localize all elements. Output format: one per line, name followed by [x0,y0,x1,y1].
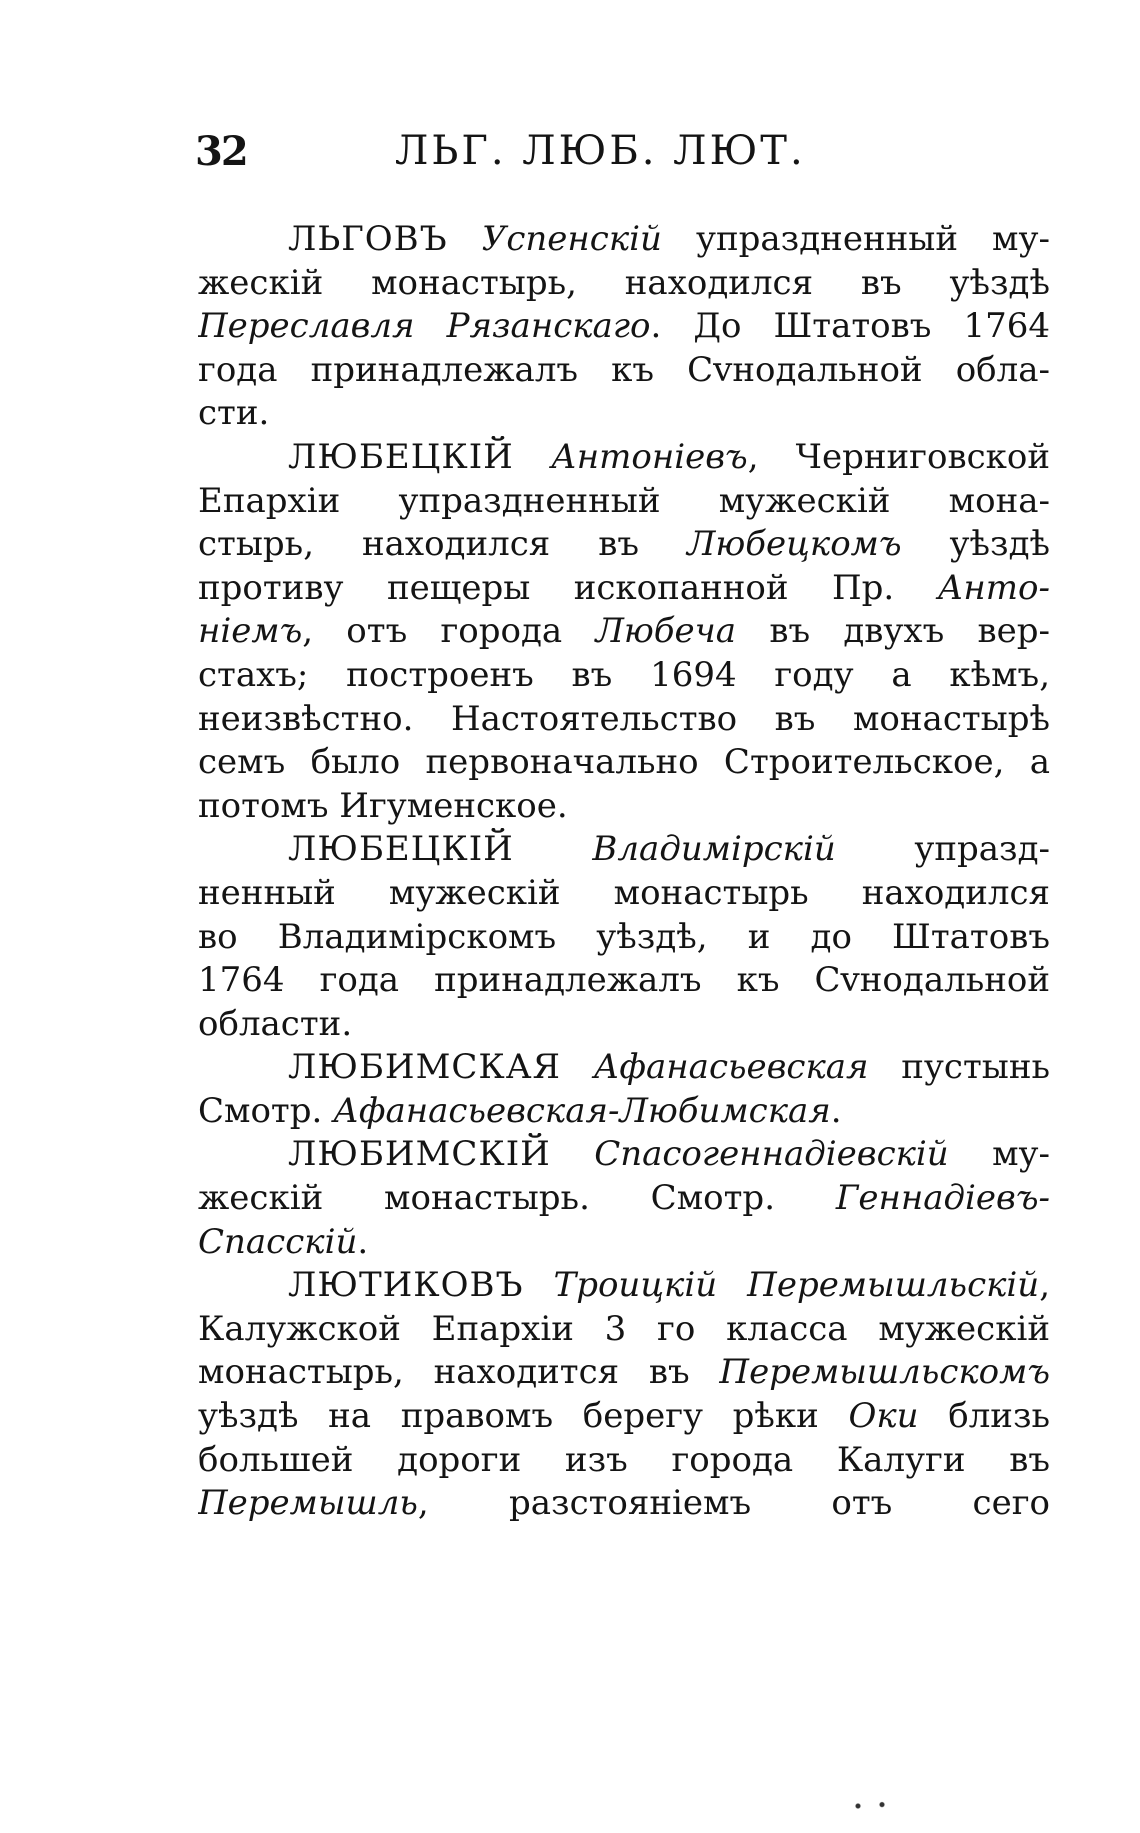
dictionary-entry [198,1264,1050,1526]
text-line: противу пещеры ископанной Пр. Анто- [198,567,1050,608]
text-line: уѣздѣ на правомъ берегу рѣки Оки близь [198,1396,1050,1437]
dictionary-entry [198,436,1050,828]
cross-reference: Афанасьевская-Любимская [333,1090,831,1131]
text-line: стырь, находился въ Любецкомъ уѣздѣ [198,524,1050,565]
page-number: 32 [195,128,247,175]
entry-headword: ЛЮБЕЦКIЙ [288,829,514,870]
text-line: ЛЬГОВЪ Успенскiй упраздненный му- [288,219,1050,259]
text-line: Епархiи упраздненный мужескiй мона- [198,480,1050,521]
dictionary-entry [198,1046,1050,1133]
entry-name: Успенскiй [481,219,662,259]
entry-name: Антонiевъ [550,436,748,477]
text-line: стахъ; построенъ въ 1694 году а кѣмъ, [198,654,1050,695]
text-line: сти. [198,393,270,434]
entry-name: Спасогеннадiевскiй [594,1134,949,1175]
text-line: года принадлежалъ къ Сvнодальной обла- [198,349,1050,390]
text-line: Перемышль, разстоянiемъ отъ сего [198,1483,1050,1524]
text-line: во Владимiрскомъ уѣздѣ, и до Штатовъ [198,916,1050,957]
entry-headword: ЛЮБЕЦКIЙ [288,436,514,477]
place-name: Переславля Рязанскаго [198,306,651,347]
running-head: ЛЬГ. ЛЮБ. ЛЮТ. [395,128,806,174]
dictionary-entry [198,828,1050,1046]
text-line: потомъ Игуменское. [198,785,568,826]
text-line: Калужской Епархiи 3 го класса мужескiй [198,1308,1050,1349]
entry-name: Владимiрскiй [592,829,836,870]
text-line: неизвѣстно. Настоятельство въ монастырѣ [198,698,1050,739]
text-line: 1764 года принадлежалъ къ Сvнодальной [198,960,1050,1001]
text-line: ЛЮБИМСКАЯ Афанасьевская пустынь [288,1047,1050,1088]
entry-name: Троицкiй Перемышльскiй [553,1265,1040,1306]
text-line: большей дороги изъ города Калуги въ [198,1439,1050,1480]
place-name: Перемышль [198,1483,418,1524]
text-line: ЛЮТИКОВЪ Троицкiй Перемышльскiй, [288,1265,1050,1306]
text-line: жескiй монастырь, находился въ уѣздѣ [198,262,1050,303]
entry-name: Афанасьевская [593,1047,869,1088]
entry-headword: ЛЮТИКОВЪ [288,1265,524,1306]
text-line: жескiй монастырь. Смотр. Геннадiевъ- [198,1178,1050,1219]
cross-reference: Геннадiевъ- [835,1178,1050,1219]
text-line: ненный мужескiй монастырь находился [198,872,1050,913]
river-name: Оки [848,1396,919,1437]
text-line: ЛЮБЕЦКIЙ Владимiрскiй упразд- [288,829,1050,870]
place-name: Любеча [595,611,737,652]
entry-headword: ЛЬГОВЪ [288,219,448,259]
dictionary-text [198,218,1050,1526]
text-line: семъ было первоначально Строительское, а [198,742,1050,783]
page-header [195,128,1075,188]
print-specks [840,1799,900,1813]
text-line: ЛЮБЕЦКIЙ Антонiевъ, Черниговской [288,436,1050,477]
dictionary-entry [198,1133,1050,1264]
text-line: области. [198,1003,353,1044]
place-name: Перемышльскомъ [719,1352,1050,1393]
dictionary-entry [198,218,1050,436]
text-line: Спасскiй. [198,1221,369,1262]
entry-headword: ЛЮБИМСКIЙ [288,1134,551,1175]
text-line: Смотр. Афанасьевская-Любимская. [198,1090,842,1131]
text-line: ЛЮБИМСКIЙ Спасогеннадiевскiй му- [288,1134,1050,1175]
entry-headword: ЛЮБИМСКАЯ [288,1047,561,1088]
text-line: монастырь, находится въ Перемышльскомъ [198,1352,1050,1393]
place-name: Любецкомъ [687,524,902,565]
text-line: нiемъ, отъ города Любеча въ двухъ вер- [198,611,1050,652]
text-line: Переславля Рязанскаго. До Штатовъ 1764 [198,306,1050,347]
